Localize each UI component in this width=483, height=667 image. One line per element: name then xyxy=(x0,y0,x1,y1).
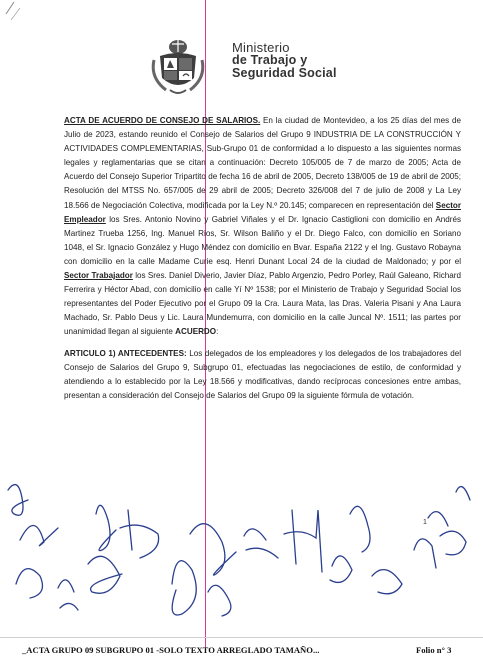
intro-text-1: En la ciudad de Montevideo, a los 25 días del mes de Julio de 2023, estando reunido el Consejo de Salarios del Grupo 9 INDUSTRIA DE LA CONSTRUCCIÓN Y ACTIVIDADES COMPLEMENTARIAS, Sub-Grupo 01 de conformidad a lo dispuesto a las siguientes normas legales y reglamentarias que se citan a continuación: Decreto 105/005 de 7 de marzo de 2005; Acta de Acuerdo del Consejo Superior Tripartito de fecha 16 de abril de 2005, Decreto 138/005 de 19 de abril de 2005; Resolución del MTSS No. 657/005 de 29 abril de 2005; Decreto 326/008 del 7 de julio de 2008 y La Ley 18.566 de Negociación Colectiva, modificada por la Ley N.º 20.145; comparecen en representación del xyxy=(64,116,461,210)
footer-divider xyxy=(0,637,483,638)
intro-text-3: los Sres. Daniel Diverio, Javier Díaz, Pablo Argenzio, Pedro Porley, Raúl Galeano, Richard Ferrerira y Héctor Abad, con domicilio en calle Yí Nº 1538; por el Ministerio de Trabajo y Seguridad Social los representantes del Poder Ejecutivo por el Grupo 09 la Cra. Laura Mata, las Dras. Valeria Pisani y Ana Laura Machado, Sr. Pablo Deus y Lic. Laura Mundemurra, con domicilio en la calle Juncal Nº. 1511; las partes por unanimidad llegan al siguiente xyxy=(64,271,461,337)
intro-text-4: : xyxy=(216,327,219,337)
ministry-logo-text xyxy=(232,41,337,80)
ministry-line-2: de Trabajo y xyxy=(232,53,308,67)
document-body xyxy=(64,114,461,403)
ministry-line-1: Ministerio xyxy=(232,40,290,55)
ministry-line-3: Seguridad Social xyxy=(232,66,337,80)
handwritten-signatures xyxy=(0,480,483,640)
uruguay-coat-of-arms-icon xyxy=(150,38,206,96)
intro-paragraph xyxy=(64,114,461,340)
footer-folio: Folio n° 3 xyxy=(416,645,452,655)
article-1-text: Los delegados de los empleadores y los delegados de los trabajadores del Consejo de Salarios del Grupo 9, Subgrupo 01, efectuadas las negociaciones de estilo, de conformidad y atendiendo a lo establecido por la Ley 18.566 y modificativas, dando recíprocas concesiones entre ambas, presentan a consideración del Consejo de Salarios del Grupo 09 la siguiente fórmula de votación. xyxy=(64,348,462,400)
article-1-heading: ARTICULO 1) ANTECEDENTES: xyxy=(64,348,187,358)
article-1-paragraph xyxy=(64,347,461,403)
act-heading: ACTA DE ACUERDO DE CONSEJO DE SALARIOS. xyxy=(64,116,261,125)
pen-stroke-mark xyxy=(4,0,26,22)
page-number: 1 xyxy=(423,519,427,526)
intro-text-2: los Sres. Antonio Novino y Gabriel Viñales y el Dr. Ignacio Castiglioni con domicilio en Andrés Martinez Trueba 1256, Ing. Manuel Rios, Sr. Wilson Baliño y el Dr. Diego Falco, con domicilio en Soriano 1048, el Sr. Ignacio González y Hugo Méndez con domicilio en Bvar. España 2122 y el Ing. Gustavo Robayna con domicilio en la calle Madame Curie esq. Henri Dunant Local 24 de la ciudad de Maldonado; y por el xyxy=(64,214,461,266)
employer-sector-label: Sector Empleador xyxy=(64,200,461,224)
footer-document-title: _ACTA GRUPO 09 SUBGRUPO 01 -SOLO TEXTO ARREGLADO TAMAÑO... xyxy=(22,645,320,655)
worker-sector-label: Sector Trabajador xyxy=(64,271,133,281)
agreement-word: ACUERDO xyxy=(175,327,217,337)
